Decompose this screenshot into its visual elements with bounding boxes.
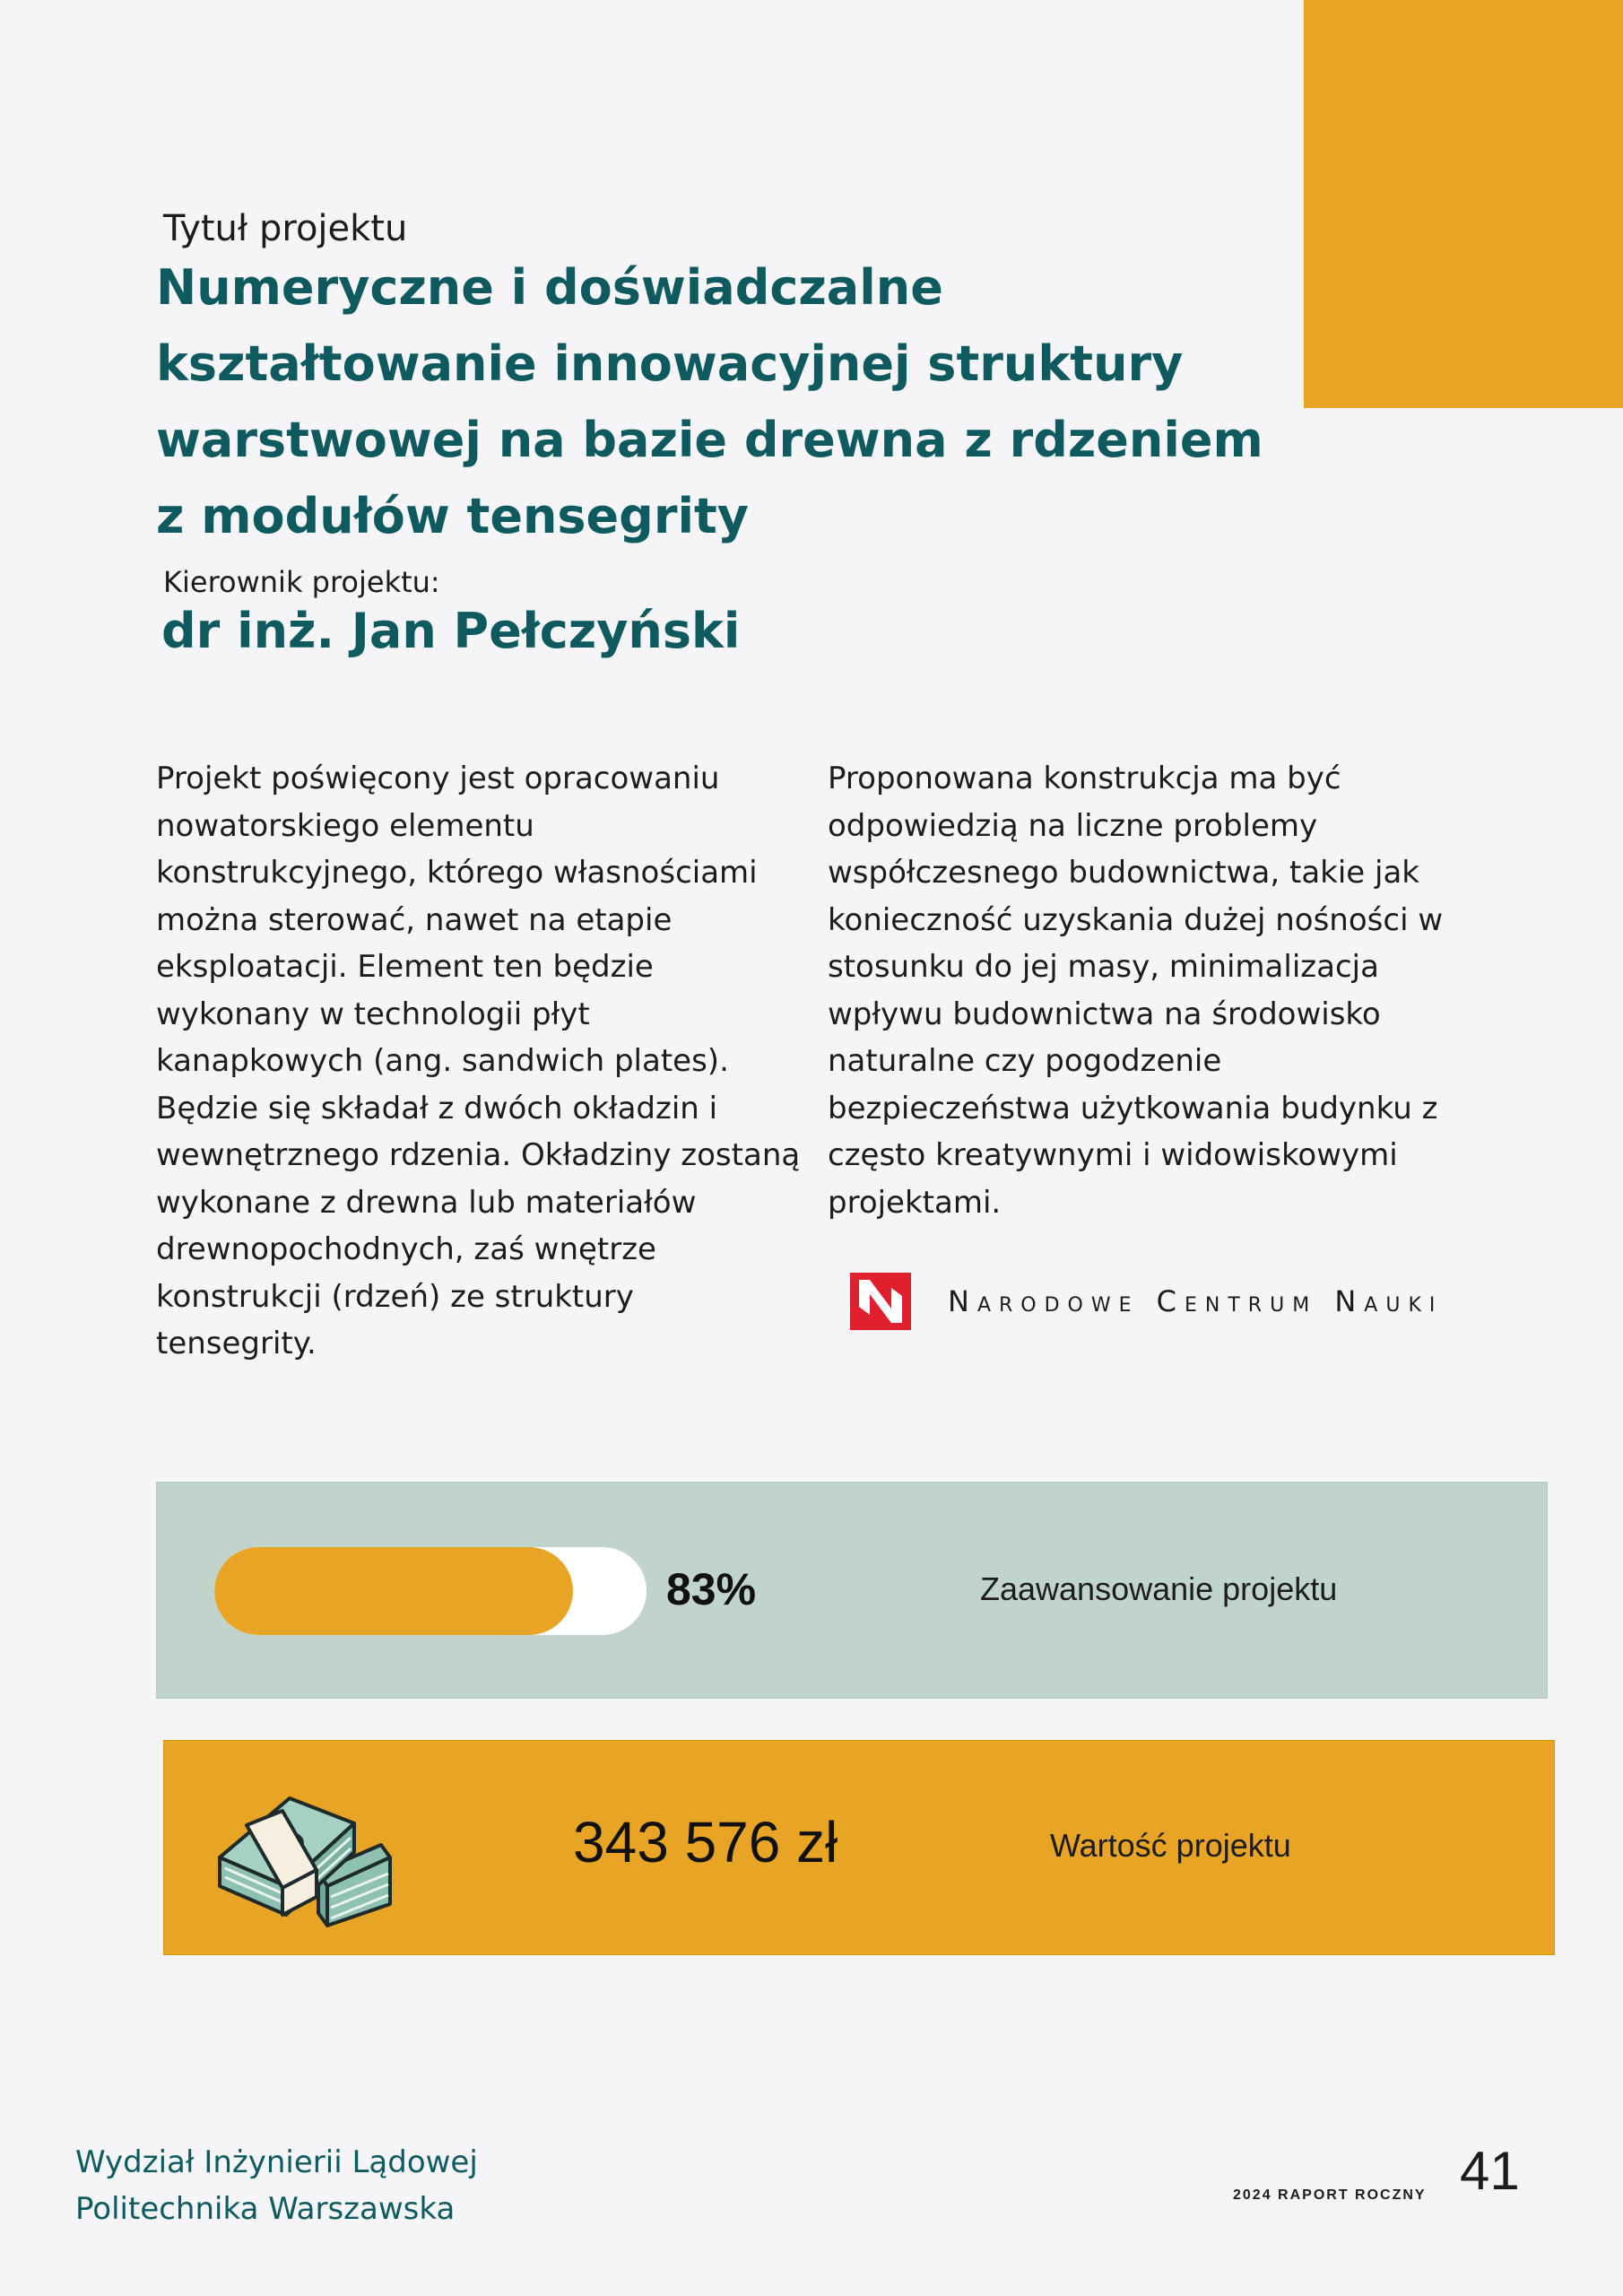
progress-panel xyxy=(156,1482,1548,1699)
manager-name: dr inż. Jan Pełczyński xyxy=(161,603,741,659)
title-label: Tytuł projektu xyxy=(163,208,408,249)
project-title: Numeryczne i doświadczalne kształtowanie innowacyjnej struktury warstwowej na bazie drewna z rdzeniem z modułów tensegrity xyxy=(156,259,1263,544)
faculty-line-2: Politechnika Warszawska xyxy=(75,2191,456,2227)
money-stack-icon xyxy=(211,1771,395,1929)
ncn-logo-icon xyxy=(850,1273,911,1330)
description-right xyxy=(828,755,1473,1226)
faculty-name xyxy=(75,2139,478,2232)
progress-bar xyxy=(214,1547,647,1635)
funder-name: Narodowe Centrum Nauki xyxy=(948,1284,1444,1318)
faculty-line-1: Wydział Inżynierii Lądowej xyxy=(75,2144,478,2180)
manager-label: Kierownik projektu: xyxy=(163,565,440,599)
project-value-label: Wartość projektu xyxy=(1050,1827,1291,1864)
page-number: 41 xyxy=(1460,2141,1520,2201)
progress-value: 83% xyxy=(666,1564,757,1614)
value-panel xyxy=(163,1740,1555,1955)
corner-accent-block xyxy=(1304,0,1623,408)
progress-bar-fill xyxy=(214,1547,573,1635)
report-label: 2024 RAPORT ROCZNY xyxy=(1233,2187,1427,2203)
description-left xyxy=(156,755,802,1368)
description-left-text: Projekt poświęcony jest opracowaniu nowatorskiego elementu konstrukcyjnego, którego własnościami można sterować, nawet na etapie eksploatacji. Element ten będzie wykonany w technologii płyt kanapkowych (ang. sandwich plates). Będzie się składał z dwóch okładzin i wewnętrznego rdzenia. Okładziny zostaną wykonane z drewna lub materiałów drewnopochodnych, zaś wnętrze konstrukcji (rdzeń) ze struktury tensegrity. xyxy=(156,761,801,1361)
project-value-amount: 343 576 zł xyxy=(573,1810,838,1874)
description-right-text: Proponowana konstrukcja ma być odpowiedzią na liczne problemy współczesnego budownictwa, takie jak konieczność uzyskania dużej nośności w stosunku do jej masy, minimalizacja wpływu budownictwa na środowisko naturalne czy pogodzenie bezpieczeństwa użytkowania budynku z często kreatywnymi i widowiskowymi projektami. xyxy=(828,761,1444,1221)
progress-label: Zaawansowanie projektu xyxy=(980,1570,1338,1607)
